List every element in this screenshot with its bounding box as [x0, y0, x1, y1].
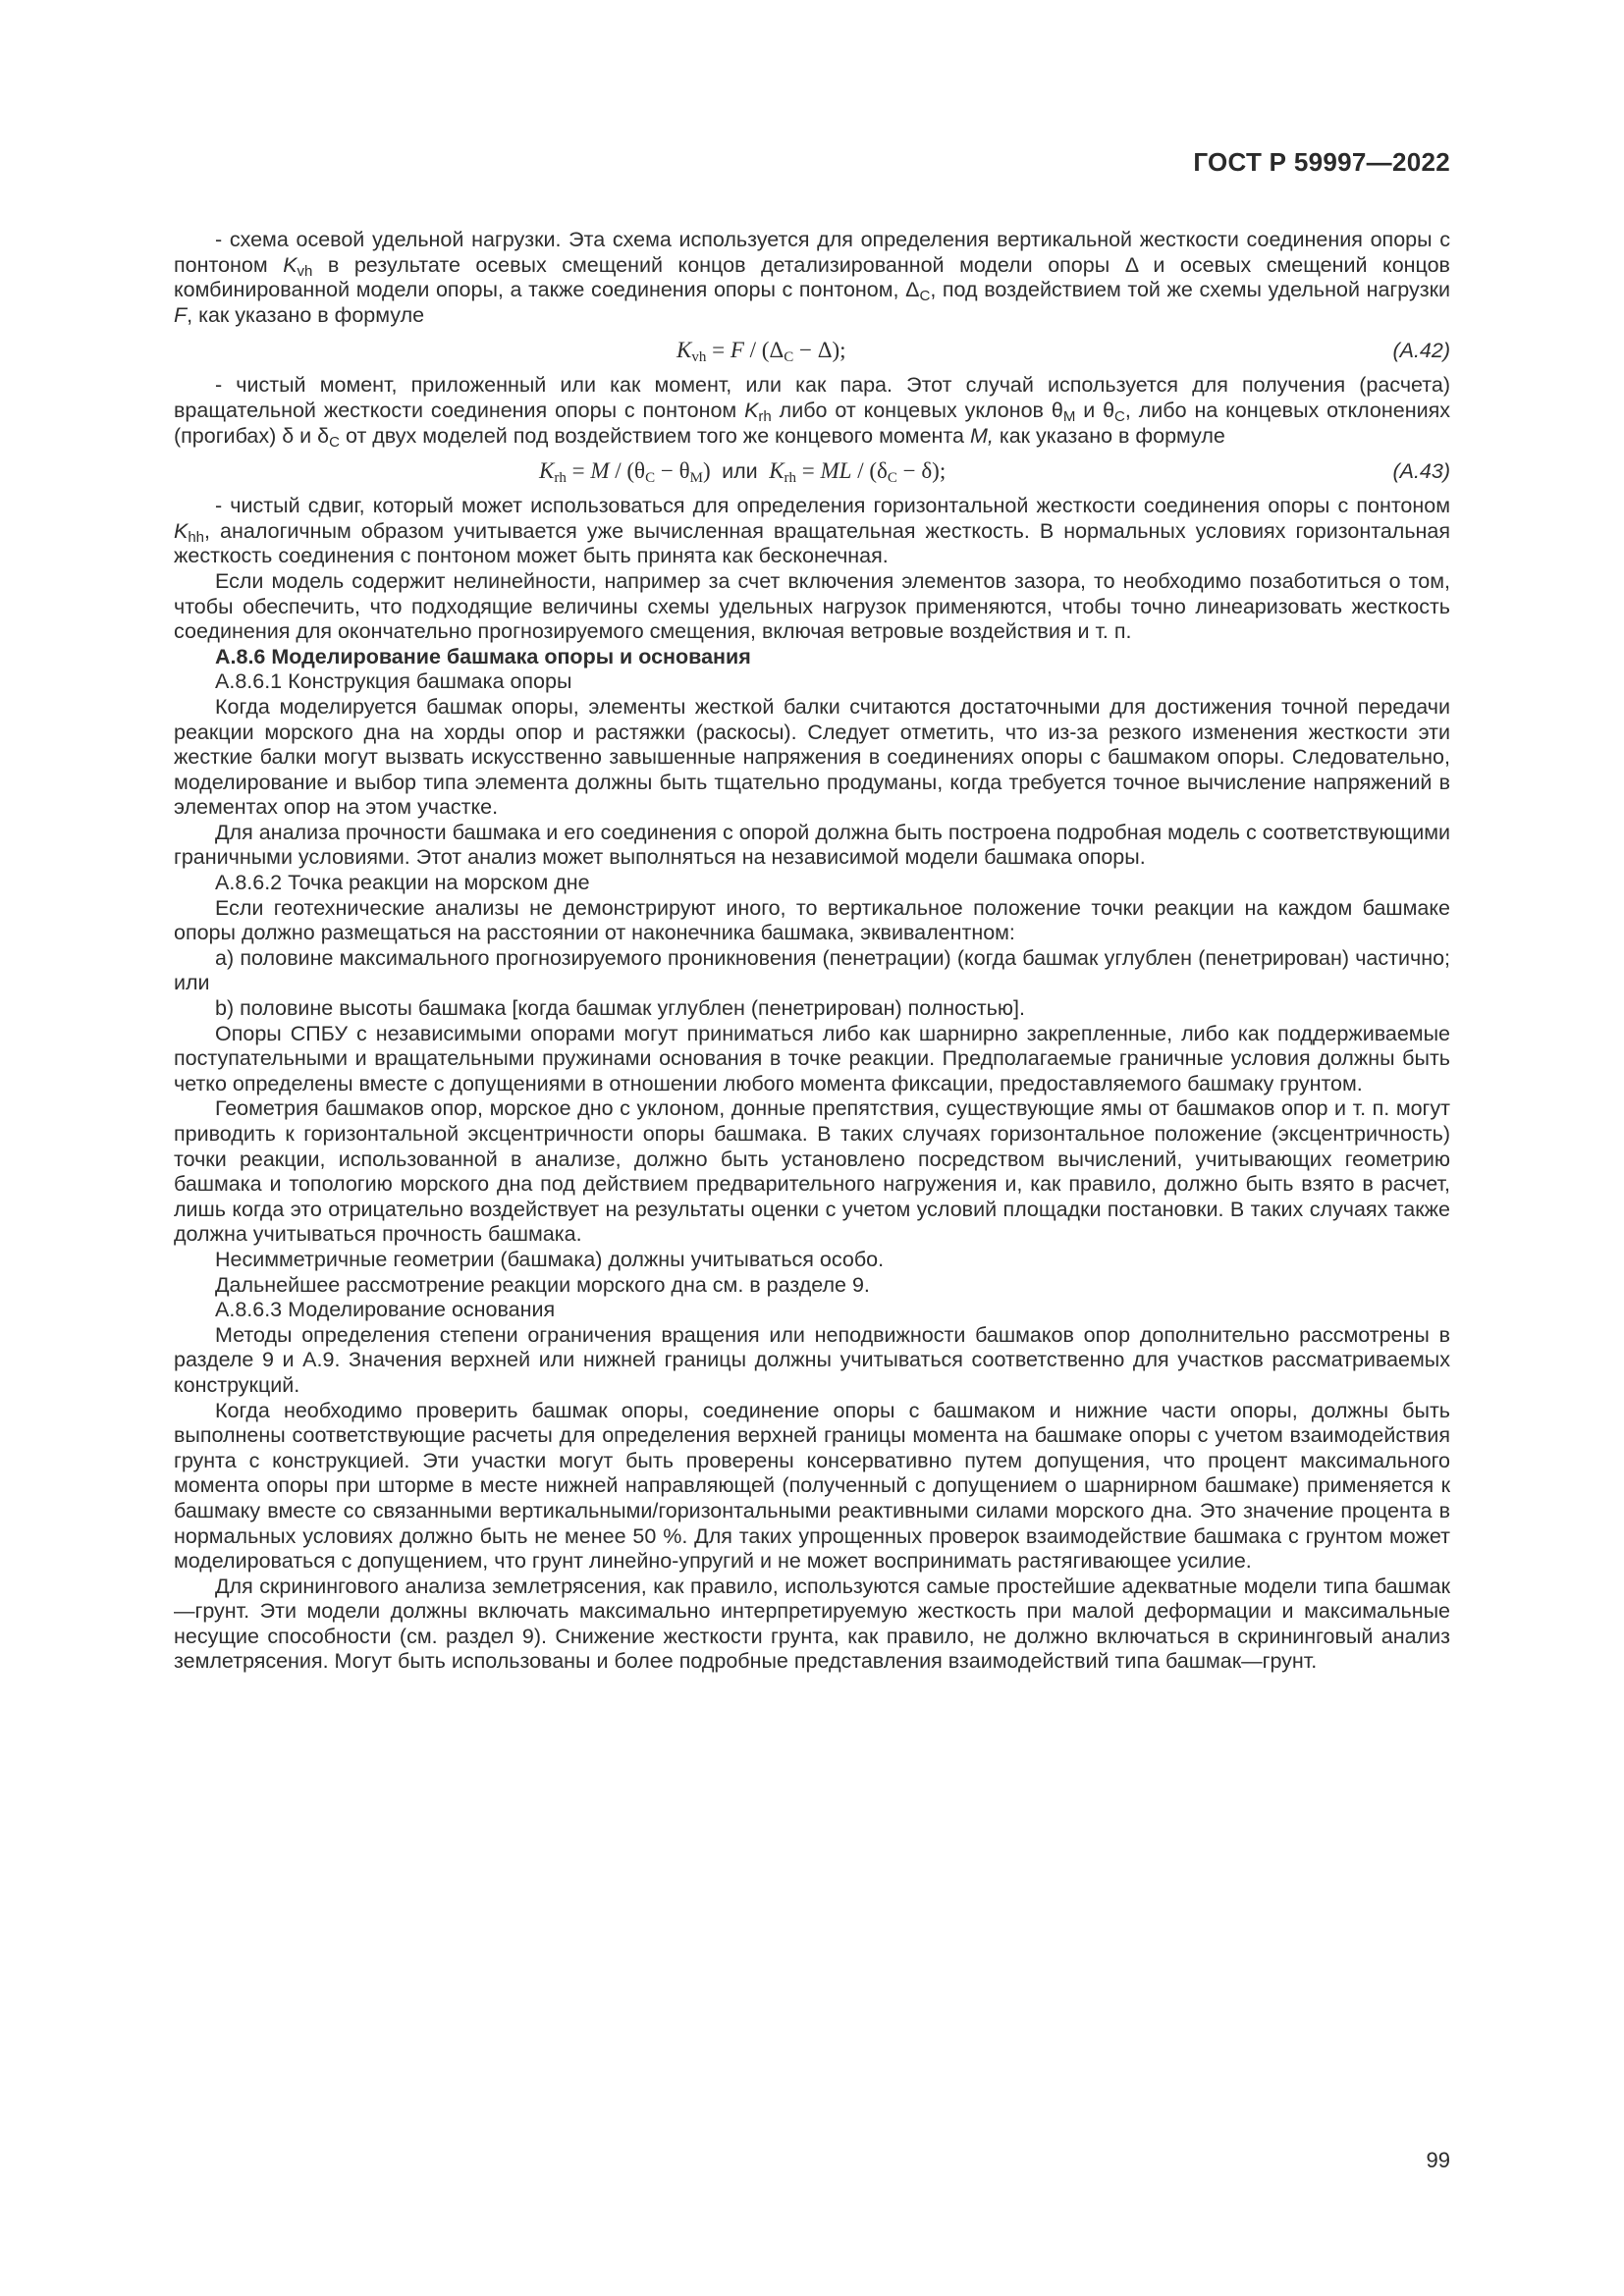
paragraph-pure-shear: - чистый сдвиг, который может использоваться для определения горизонтальной жесткости соединения опоры с понтоном $K_{hh}$, аналогичным образом учитывается уже вычисленная вращательная жесткость. В нормальных условиях горизонтальная жесткость соединения с понтоном может быть принята как бесконечная.: [174, 494, 1450, 568]
paragraph-footing-modeling: Когда моделируется башмак опоры, элементы жесткой балки считаются достаточными для достижения точной передачи реакции морского дна на хорды опор и растяжки (раскосы). Следует отметить, что из-за резкого изменения жесткости эти жесткие балки могут вызвать искусственно завышенные напряжения в соединениях опоры с башмаком опоры. Следовательно, моделирование и выбор типа элемента должны быть тщательно продуманы, когда требуется точное вычисление напряжений в элементах опор на этом участке.: [174, 694, 1450, 820]
paragraph-pure-moment: - чистый момент, приложенный или как момент, или как пара. Этот случай используется для получения (расчета) вращательной жесткости соединения опоры с понтоном $K_{rh}$ либо от концевых уклонов $\theta_M$ и $\theta_C$, либо на концевых отклонениях (прогибах) δ и $\delta_C$ от двух моделей под воздействием того же концевого момента M, как указано в формуле: [174, 373, 1450, 451]
paragraph-further-reference: Дальнейшее рассмотрение реакции морского дна см. в разделе 9.: [215, 1272, 870, 1297]
formula-a43: [174, 449, 1450, 494]
formula-a43-expression: $K_{rh} = M / (\theta_C - \theta_M)$ или $K_{rh}$ = ML / $(\delta_C - \delta)$;: [539, 458, 947, 487]
subsection-heading-a863: А.8.6.3 Моделирование основания: [215, 1298, 556, 1322]
paragraph-earthquake-screening: Для скринингового анализа землетрясения, как правило, используются самые простейшие адекватные модели типа башмак—грунт. Эти модели должны включать максимально интерпретируемую жесткость при малой деформации и максимальные несущие способности (см. раздел 9). Снижение жесткости грунта, как правило, не должно включаться в скрининговый анализ землетрясения. Могут быть использованы и более подробные представления взаимодействий типа башмак—грунт.: [174, 1574, 1450, 1674]
paragraph-axial-load: - схема осевой удельной нагрузки. Эта схема используется для определения вертикальной жесткости соединения опоры с понтоном $K_{vh}$ в результате осевых смещений концов детализированной модели опоры Δ и осевых смещений концов комбинированной модели опоры, а также соединения опоры с понтоном, $\Delta_C$, под воздействием той же схемы удельной нагрузки F, как указано в формуле: [174, 228, 1450, 327]
list-item-b: b) половине высоты башмака [когда башмак углублен (пенетрирован) полностью].: [215, 996, 1025, 1021]
paragraph-asymmetric: Несимметричные геометрии (башмака) должны учитываться особо.: [215, 1247, 885, 1271]
paragraph-fixity-methods: Методы определения степени ограничения вращения или неподвижности башмаков опор дополнительно рассмотрены в разделе 9 и А.9. Значения верхней или нижней границы должны учитываться соответственно для участков рассматриваемых конструкций.: [174, 1322, 1450, 1397]
page-number: 99: [1426, 2148, 1450, 2172]
paragraph-footing-check: Когда необходимо проверить башмак опоры, соединение опоры с башмаком и нижние части опоры, должны быть выполнены соответствующие расчеты для определения верхней границы момента на башмаке опоры с учетом взаимодействия грунта с конструкцией. Эти участки могут быть проверены консервативно путем допущения, что процент максимального момента опоры при шторме в месте нижней направляющей (полученный с допущением о шарнирном башмаке) применяется к башмаку вместе со связанными вертикальными/горизонтальными реактивными силами морского дна. Это значение процента в нормальных условиях должно быть не менее 50 %. Для таких упрощенных проверок взаимодействие башмака с грунтом может моделироваться с допущением, что грунт линейно-упругий и не может воспринимать растягивающее усилие.: [174, 1398, 1450, 1574]
paragraph-footing-strength: Для анализа прочности башмака и его соединения с опорой должна быть построена подробная модель с соответствующими граничными условиями. Этот анализ может выполняться на независимой модели башмака опоры.: [174, 820, 1450, 870]
formula-a42-expression: $K_{vh} = F / (\Delta_C - \Delta)$;: [677, 338, 846, 366]
paragraph-reaction-point: Если геотехнические анализы не демонстрируют иного, то вертикальное положение точки реакции на каждом башмаке опоры должно размещаться на расстоянии от наконечника башмака, эквивалентном:: [174, 895, 1450, 945]
list-item-a: a) половине максимального прогнозируемого проникновения (пенетрации) (когда башмак углублен (пенетрирован) частично; или: [174, 945, 1450, 995]
subsection-heading-a862: А.8.6.2 Точка реакции на морском дне: [215, 871, 590, 895]
formula-a42-number: (А.42): [1392, 339, 1450, 363]
paragraph-eccentricity: Геометрия башмаков опор, морское дно с уклоном, донные препятствия, существующие ямы от башмаков опор и т. п. могут приводить к горизонтальной эксцентричности опоры башмака. В таких случаях горизонтальное положение (эксцентричность) точки реакции, использованной в анализе, должно быть установлено посредством вычислений, учитывающих геометрию башмака и топологию морского дна под действием предварительного нагружения и, как правило, должно быть взято в расчет, лишь когда это отрицательно воздействует на результаты оценки с учетом условий площадки постановки. В таких случаях также должна учитываться прочность башмака.: [174, 1096, 1450, 1247]
section-heading-a86: А.8.6 Моделирование башмака опоры и основания: [215, 644, 751, 668]
subsection-heading-a861: А.8.6.1 Конструкция башмака опоры: [215, 669, 572, 694]
document-code-header: ГОСТ Р 59997—2022: [1193, 147, 1450, 177]
formula-a43-number: (А.43): [1392, 459, 1450, 484]
document-body: [174, 228, 1450, 1675]
paragraph-boundary-conditions: Опоры СПБУ с независимыми опорами могут приниматься либо как шарнирно закрепленные, либо как поддерживаемые поступательными и вращательными пружинами основания в точке реакции. Предполагаемые граничные условия должны быть четко определены вместе с допущениями в отношении любого момента фиксации, предоставляемого башмаку грунтом.: [174, 1021, 1450, 1095]
paragraph-nonlinearity: Если модель содержит нелинейности, например за счет включения элементов зазора, то необходимо позаботиться о том, чтобы обеспечить, что подходящие величины схемы удельных нагрузок применяются, чтобы точно линеаризовать жесткость соединения для окончательно прогнозируемого смещения, включая ветровые воздействия и т. п.: [174, 568, 1450, 644]
formula-a42: [174, 328, 1450, 373]
